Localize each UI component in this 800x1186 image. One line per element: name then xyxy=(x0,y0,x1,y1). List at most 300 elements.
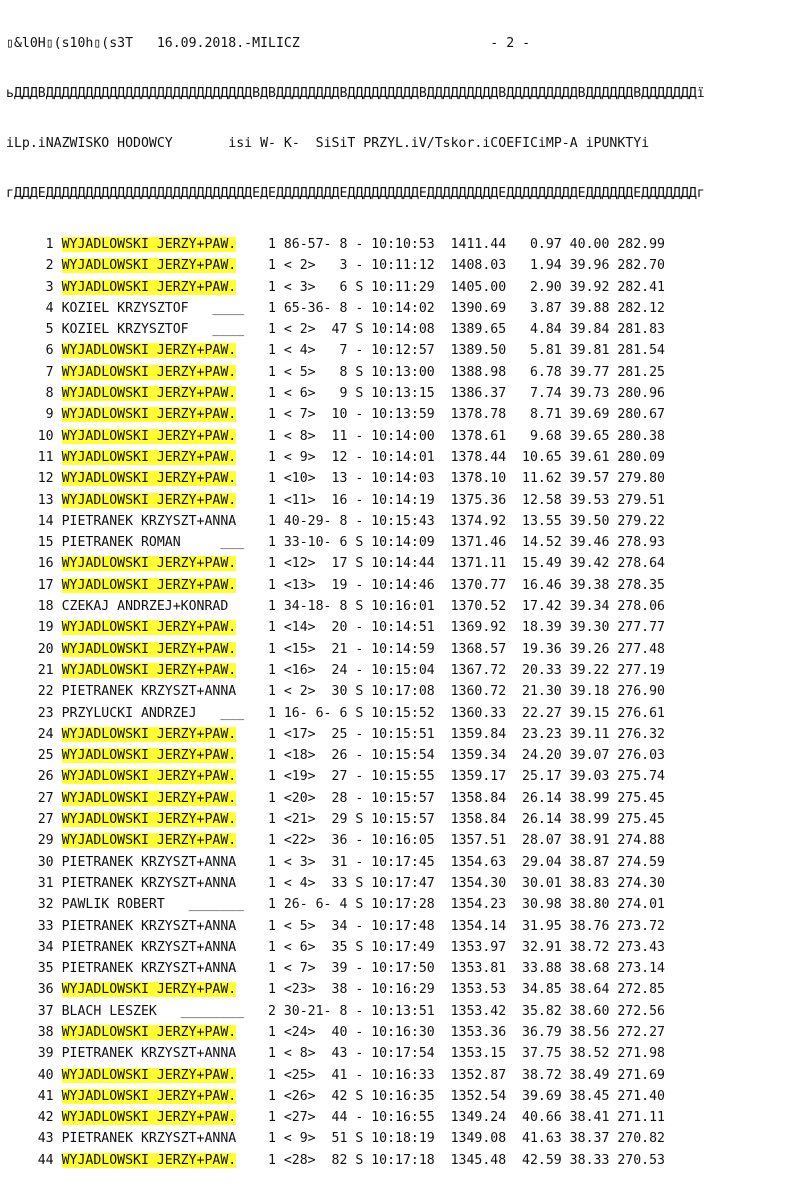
result-values: 2 30-21- 8 - 10:13:51 1353.42 35.82 38.60 272.56 xyxy=(267,1003,665,1019)
result-values: 1 86-57- 8 - 10:10:53 1411.44 0.97 40.00 282.99 xyxy=(267,237,665,252)
breeder-name xyxy=(62,788,268,809)
row-number: 11 xyxy=(37,449,54,465)
result-values: 1 <10> 13 - 10:14:03 1378.10 11.62 39.57 279.80 xyxy=(267,471,665,487)
name-padding xyxy=(236,386,244,401)
spacer xyxy=(54,681,62,702)
breeder-name-text: WYJADLOWSKI JERZY+PAW. xyxy=(61,407,237,423)
row-number: 5 xyxy=(45,322,54,338)
result-values: 1 <28> 82 S 10:17:18 1345.48 42.59 38.33 270.53 xyxy=(267,1152,665,1168)
row-number: 2 xyxy=(45,258,54,274)
breeder-name-text: WYJADLOWSKI JERZY+PAW. xyxy=(61,449,237,465)
name-padding xyxy=(228,599,244,614)
name-padding xyxy=(236,684,244,699)
breeder-name xyxy=(62,234,268,255)
name-padding xyxy=(236,855,244,870)
name-padding xyxy=(244,1004,252,1019)
name-padding xyxy=(236,258,244,273)
breeder-name xyxy=(62,298,268,319)
breeder-name xyxy=(62,1086,268,1107)
row-number: 9 xyxy=(45,407,54,423)
table-row xyxy=(6,255,796,276)
breeder-name-text: WYJADLOWSKI JERZY+PAW. xyxy=(61,1067,237,1083)
row-number: 35 xyxy=(37,961,54,977)
breeder-name-text: PIETRANEK ROMAN ___ xyxy=(61,535,245,551)
result-values: 1 <19> 27 - 10:15:55 1359.17 25.17 39.03 275.74 xyxy=(267,769,665,785)
row-number: 1 xyxy=(45,237,54,252)
breeder-name xyxy=(62,660,268,681)
breeder-name xyxy=(62,617,268,638)
table-row xyxy=(6,1043,796,1064)
spacer xyxy=(54,852,62,873)
result-values: 1 40-29- 8 - 10:15:43 1374.92 13.55 39.50 279.22 xyxy=(267,513,665,529)
table-row xyxy=(6,490,796,511)
name-padding xyxy=(236,748,244,763)
table-row xyxy=(6,1150,796,1171)
breeder-name xyxy=(62,340,268,361)
breeder-name-text: KOZIEL KRZYSZTOF ____ xyxy=(61,322,245,338)
table-row xyxy=(6,703,796,724)
table-row xyxy=(6,1065,796,1086)
breeder-name xyxy=(62,1001,268,1022)
breeder-name-text: WYJADLOWSKI JERZY+PAW. xyxy=(61,471,237,487)
breeder-name-text: WYJADLOWSKI JERZY+PAW. xyxy=(61,641,237,657)
breeder-name xyxy=(62,809,268,830)
breeder-name-text: PIETRANEK KRZYSZT+ANNA xyxy=(61,854,237,870)
result-values: 1 <22> 36 - 10:16:05 1357.51 28.07 38.91 274.88 xyxy=(267,833,665,849)
result-values: 1 <16> 24 - 10:15:04 1367.72 20.33 39.22 277.19 xyxy=(267,662,665,678)
breeder-name-text: WYJADLOWSKI JERZY+PAW. xyxy=(61,1152,237,1168)
breeder-name-text: BLACH LESZEK ________ xyxy=(61,1003,245,1019)
spacer xyxy=(54,894,62,915)
breeder-name-text: WYJADLOWSKI JERZY+PAW. xyxy=(61,982,237,998)
name-padding xyxy=(236,769,244,784)
breeder-name xyxy=(62,447,268,468)
table-row xyxy=(6,830,796,851)
breeder-name-text: CZEKAJ ANDRZEJ+KONRAD xyxy=(61,599,229,615)
spacer xyxy=(54,766,62,787)
breeder-name-text: WYJADLOWSKI JERZY+PAW. xyxy=(61,769,237,785)
spacer xyxy=(54,745,62,766)
spacer xyxy=(54,958,62,979)
row-number: 12 xyxy=(37,471,54,487)
result-values: 1 <13> 19 - 10:14:46 1370.77 16.46 39.38 278.35 xyxy=(267,577,665,593)
spacer xyxy=(54,255,62,276)
breeder-name-text: WYJADLOWSKI JERZY+PAW. xyxy=(61,492,237,508)
spacer xyxy=(54,660,62,681)
table-row xyxy=(6,298,796,319)
row-number: 20 xyxy=(37,641,54,657)
result-values: 1 < 7> 39 - 10:17:50 1353.81 33.88 38.68 273.14 xyxy=(267,961,665,977)
spacer xyxy=(54,703,62,724)
breeder-name-text: PIETRANEK KRZYSZT+ANNA xyxy=(61,1046,237,1062)
table-row xyxy=(6,1107,796,1128)
table-row xyxy=(6,511,796,532)
table-row xyxy=(6,660,796,681)
row-number: 13 xyxy=(37,492,54,508)
breeder-name xyxy=(62,916,268,937)
result-values: 1 <26> 42 S 10:16:35 1352.54 39.69 38.45 271.40 xyxy=(267,1088,665,1104)
spacer xyxy=(54,340,62,361)
table-row xyxy=(6,617,796,638)
spacer xyxy=(54,639,62,660)
spacer xyxy=(54,319,62,340)
spacer xyxy=(54,1128,62,1149)
result-values: 1 <18> 26 - 10:15:54 1359.34 24.20 39.07 276.03 xyxy=(267,748,665,764)
breeder-name-text: PIETRANEK KRZYSZT+ANNA xyxy=(61,513,237,529)
name-padding xyxy=(236,450,244,465)
row-number: 34 xyxy=(37,939,54,955)
spacer xyxy=(54,511,62,532)
breeder-name-text: WYJADLOWSKI JERZY+PAW. xyxy=(61,279,237,295)
breeder-name xyxy=(62,830,268,851)
table-row xyxy=(6,894,796,915)
result-values: 1 < 8> 43 - 10:17:54 1353.15 37.75 38.52 271.98 xyxy=(267,1046,665,1062)
name-padding xyxy=(236,471,244,486)
row-number: 6 xyxy=(45,343,54,359)
breeder-name-text: PAWLIK ROBERT _______ xyxy=(61,897,245,913)
table-row xyxy=(6,766,796,787)
breeder-name-text: WYJADLOWSKI JERZY+PAW. xyxy=(61,748,237,764)
table-row xyxy=(6,319,796,340)
table-row xyxy=(6,426,796,447)
breeder-name-text: PIETRANEK KRZYSZT+ANNA xyxy=(61,939,237,955)
breeder-name xyxy=(62,255,268,276)
name-padding xyxy=(236,514,244,529)
breeder-name-text: WYJADLOWSKI JERZY+PAW. xyxy=(61,1110,237,1126)
table-row xyxy=(6,383,796,404)
breeder-name xyxy=(62,362,268,383)
name-padding xyxy=(236,365,244,380)
name-padding xyxy=(236,1025,244,1040)
result-values: 1 <27> 44 - 10:16:55 1349.24 40.66 38.41 271.11 xyxy=(267,1110,665,1126)
name-padding xyxy=(244,535,252,550)
spacer xyxy=(54,1065,62,1086)
breeder-name xyxy=(62,958,268,979)
table-row xyxy=(6,340,796,361)
breeder-name xyxy=(62,404,268,425)
result-values: 1 <12> 17 S 10:14:44 1371.11 15.49 39.42 278.64 xyxy=(267,556,665,572)
breeder-name-text: WYJADLOWSKI JERZY+PAW. xyxy=(61,790,237,806)
table-row xyxy=(6,916,796,937)
table-row xyxy=(6,362,796,383)
table-row xyxy=(6,852,796,873)
result-values: 1 < 2> 47 S 10:14:08 1389.65 4.84 39.84 281.83 xyxy=(267,322,665,338)
spacer xyxy=(54,553,62,574)
breeder-name-text: WYJADLOWSKI JERZY+PAW. xyxy=(61,364,237,380)
row-number: 32 xyxy=(37,897,54,913)
breeder-name xyxy=(62,873,268,894)
results-table-body xyxy=(6,234,796,1171)
name-padding xyxy=(236,812,244,827)
row-number: 26 xyxy=(37,769,54,785)
spacer xyxy=(54,1043,62,1064)
row-number: 36 xyxy=(37,982,54,998)
spacer xyxy=(54,937,62,958)
breeder-name-text: WYJADLOWSKI JERZY+PAW. xyxy=(61,556,237,572)
breeder-name-text: PIETRANEK KRZYSZT+ANNA xyxy=(61,875,237,891)
table-row xyxy=(6,575,796,596)
breeder-name-text: WYJADLOWSKI JERZY+PAW. xyxy=(61,386,237,402)
name-padding xyxy=(236,982,244,997)
name-padding xyxy=(236,727,244,742)
breeder-name xyxy=(62,1022,268,1043)
table-row xyxy=(6,873,796,894)
result-values: 1 < 3> 6 S 10:11:29 1405.00 2.90 39.92 282.41 xyxy=(267,279,665,295)
breeder-name-text: PIETRANEK KRZYSZT+ANNA xyxy=(61,684,237,700)
row-number: 29 xyxy=(37,833,54,849)
breeder-name-text: WYJADLOWSKI JERZY+PAW. xyxy=(61,833,237,849)
breeder-name-text: PIETRANEK KRZYSZT+ANNA xyxy=(61,1131,237,1147)
result-values: 1 <25> 41 - 10:16:33 1352.87 38.72 38.49 271.69 xyxy=(267,1067,665,1083)
breeder-name-text: WYJADLOWSKI JERZY+PAW. xyxy=(61,620,237,636)
table-row xyxy=(6,958,796,979)
result-values: 1 <24> 40 - 10:16:30 1353.36 36.79 38.56 272.27 xyxy=(267,1024,665,1040)
breeder-name-text: WYJADLOWSKI JERZY+PAW. xyxy=(61,343,237,359)
breeder-name-text: WYJADLOWSKI JERZY+PAW. xyxy=(61,237,237,252)
page-header-line: ▯&l0H▯(s10h▯(s3T 16.09.2018.-MILICZ - 2 - xyxy=(6,36,531,51)
result-values: 1 < 4> 7 - 10:12:57 1389.50 5.81 39.81 281.54 xyxy=(267,343,665,359)
spacer xyxy=(54,1001,62,1022)
breeder-name-text: WYJADLOWSKI JERZY+PAW. xyxy=(61,258,237,274)
table-top-rule: ьДДДВДДДДДДДДДДДДДДДДДДДДДДДДДДВДВДДДДДДДДВДДДДДДДДДВДДДДДДДДДВДДДДДДДДДВДДДДДДВДДДДДДДї xyxy=(6,86,705,101)
breeder-name xyxy=(62,383,268,404)
spacer xyxy=(54,234,62,255)
row-number: 14 xyxy=(37,513,54,529)
spacer xyxy=(54,979,62,1000)
table-row xyxy=(6,447,796,468)
table-row xyxy=(6,277,796,298)
breeder-name xyxy=(62,724,268,745)
spacer xyxy=(54,724,62,745)
spacer xyxy=(54,788,62,809)
breeder-name xyxy=(62,894,268,915)
name-padding xyxy=(244,897,252,912)
name-padding xyxy=(244,706,252,721)
name-padding xyxy=(236,343,244,358)
result-values: 1 < 4> 33 S 10:17:47 1354.30 30.01 38.83 274.30 xyxy=(267,875,665,891)
table-row xyxy=(6,809,796,830)
breeder-name xyxy=(62,937,268,958)
name-padding xyxy=(236,642,244,657)
breeder-name xyxy=(62,553,268,574)
name-padding xyxy=(236,493,244,508)
table-row xyxy=(6,468,796,489)
name-padding xyxy=(236,833,244,848)
breeder-name xyxy=(62,1043,268,1064)
breeder-name-text: WYJADLOWSKI JERZY+PAW. xyxy=(61,726,237,742)
row-number: 3 xyxy=(45,279,54,295)
breeder-name xyxy=(62,490,268,511)
result-values: 1 < 6> 9 S 10:13:15 1386.37 7.74 39.73 280.96 xyxy=(267,386,665,402)
breeder-name-text: WYJADLOWSKI JERZY+PAW. xyxy=(61,662,237,678)
breeder-name xyxy=(62,852,268,873)
result-values: 1 65-36- 8 - 10:14:02 1390.69 3.87 39.88 282.12 xyxy=(267,300,665,316)
row-number: 24 xyxy=(37,726,54,742)
result-values: 1 < 5> 8 S 10:13:00 1388.98 6.78 39.77 281.25 xyxy=(267,364,665,380)
name-padding xyxy=(236,940,244,955)
result-values: 1 < 6> 35 S 10:17:49 1353.97 32.91 38.72 273.43 xyxy=(267,939,665,955)
name-padding xyxy=(236,429,244,444)
name-padding xyxy=(236,791,244,806)
spacer xyxy=(54,383,62,404)
result-values: 1 <23> 38 - 10:16:29 1353.53 34.85 38.64 272.85 xyxy=(267,982,665,998)
breeder-name xyxy=(62,468,268,489)
row-number: 43 xyxy=(37,1131,54,1147)
row-number: 27 xyxy=(37,790,54,806)
row-number: 22 xyxy=(37,684,54,700)
table-row xyxy=(6,404,796,425)
breeder-name xyxy=(62,766,268,787)
result-values: 1 <15> 21 - 10:14:59 1368.57 19.36 39.26 277.48 xyxy=(267,641,665,657)
breeder-name-text: PIETRANEK KRZYSZT+ANNA xyxy=(61,918,237,934)
table-row xyxy=(6,724,796,745)
row-number: 30 xyxy=(37,854,54,870)
breeder-name xyxy=(62,1128,268,1149)
name-padding xyxy=(236,1153,244,1168)
row-number: 19 xyxy=(37,620,54,636)
table-row xyxy=(6,788,796,809)
result-values: 1 < 2> 3 - 10:11:12 1408.03 1.94 39.96 282.70 xyxy=(267,258,665,274)
results-document xyxy=(6,4,796,1186)
name-padding xyxy=(236,1046,244,1061)
spacer xyxy=(54,1022,62,1043)
spacer xyxy=(54,298,62,319)
table-row xyxy=(6,979,796,1000)
row-number: 16 xyxy=(37,556,54,572)
row-number: 10 xyxy=(37,428,54,444)
breeder-name-text: KOZIEL KRZYSZTOF ____ xyxy=(61,300,245,316)
name-padding xyxy=(236,578,244,593)
breeder-name-text: PRZYLUCKI ANDRZEJ ___ xyxy=(61,705,245,721)
spacer xyxy=(54,830,62,851)
table-row xyxy=(6,681,796,702)
name-padding xyxy=(236,556,244,571)
name-padding xyxy=(236,280,244,295)
table-row xyxy=(6,553,796,574)
table-row xyxy=(6,745,796,766)
spacer xyxy=(54,596,62,617)
table-row xyxy=(6,639,796,660)
row-number: 37 xyxy=(37,1003,54,1019)
spacer xyxy=(54,1086,62,1107)
name-padding xyxy=(236,620,244,635)
spacer xyxy=(54,468,62,489)
row-number: 17 xyxy=(37,577,54,593)
name-padding xyxy=(236,663,244,678)
breeder-name xyxy=(62,532,268,553)
table-row xyxy=(6,1128,796,1149)
result-values: 1 < 5> 34 - 10:17:48 1354.14 31.95 38.76 273.72 xyxy=(267,918,665,934)
breeder-name xyxy=(62,979,268,1000)
spacer xyxy=(54,873,62,894)
table-row xyxy=(6,1001,796,1022)
spacer xyxy=(54,617,62,638)
result-values: 1 <14> 20 - 10:14:51 1369.92 18.39 39.30 277.77 xyxy=(267,620,665,636)
breeder-name-text: WYJADLOWSKI JERZY+PAW. xyxy=(61,1088,237,1104)
name-padding xyxy=(236,876,244,891)
table-row xyxy=(6,532,796,553)
breeder-name xyxy=(62,1150,268,1171)
result-values: 1 < 9> 51 S 10:18:19 1349.08 41.63 38.37 270.82 xyxy=(267,1131,665,1147)
spacer xyxy=(54,490,62,511)
result-values: 1 < 2> 30 S 10:17:08 1360.72 21.30 39.18 276.90 xyxy=(267,684,665,700)
spacer xyxy=(54,1150,62,1171)
name-padding xyxy=(236,1089,244,1104)
breeder-name-text: WYJADLOWSKI JERZY+PAW. xyxy=(61,428,237,444)
breeder-name xyxy=(62,745,268,766)
row-number: 4 xyxy=(45,300,54,316)
row-number: 44 xyxy=(37,1152,54,1168)
result-values: 1 <21> 29 S 10:15:57 1358.84 26.14 38.99 275.45 xyxy=(267,812,665,828)
row-number: 39 xyxy=(37,1046,54,1062)
row-number: 21 xyxy=(37,662,54,678)
result-values: 1 < 3> 31 - 10:17:45 1354.63 29.04 38.87 274.59 xyxy=(267,854,665,870)
table-row xyxy=(6,1086,796,1107)
name-padding xyxy=(236,1068,244,1083)
spacer xyxy=(54,362,62,383)
breeder-name-text: PIETRANEK KRZYSZT+ANNA xyxy=(61,961,237,977)
result-values: 1 < 8> 11 - 10:14:00 1378.61 9.68 39.65 280.38 xyxy=(267,428,665,444)
name-padding xyxy=(244,301,252,316)
result-values: 1 33-10- 6 S 10:14:09 1371.46 14.52 39.46 278.93 xyxy=(267,535,665,551)
result-values: 1 26- 6- 4 S 10:17:28 1354.23 30.98 38.80 274.01 xyxy=(267,897,665,913)
table-row xyxy=(6,1022,796,1043)
result-values: 1 <20> 28 - 10:15:57 1358.84 26.14 38.99 275.45 xyxy=(267,790,665,806)
row-number: 23 xyxy=(37,705,54,721)
row-number: 42 xyxy=(37,1110,54,1126)
table-header-rule: гДДДЕДДДДДДДДДДДДДДДДДДДДДДДДДДЕДЕДДДДДДДДЕДДДДДДДДДЕДДДДДДДДДЕДДДДДДДДДЕДДДДДДЕДДДДДДДг xyxy=(6,186,705,201)
row-number: 31 xyxy=(37,875,54,891)
breeder-name xyxy=(62,511,268,532)
name-padding xyxy=(236,237,244,252)
breeder-name-text: WYJADLOWSKI JERZY+PAW. xyxy=(61,577,237,593)
row-number: 38 xyxy=(37,1024,54,1040)
spacer xyxy=(54,916,62,937)
table-row xyxy=(6,234,796,255)
spacer xyxy=(54,426,62,447)
spacer xyxy=(54,809,62,830)
name-padding xyxy=(236,1131,244,1146)
row-number: 27 xyxy=(37,812,54,828)
breeder-name xyxy=(62,575,268,596)
name-padding xyxy=(236,961,244,976)
spacer xyxy=(54,575,62,596)
row-number: 8 xyxy=(45,386,54,402)
spacer xyxy=(54,1107,62,1128)
breeder-name-text: WYJADLOWSKI JERZY+PAW. xyxy=(61,812,237,828)
column-headers: iLp.iNAZWISKO HODOWCY isi W- K- SiSiT PRZYL.iV/Tskor.iCOEFICiMP-A iPUNKTYi xyxy=(6,136,650,151)
breeder-name-text: WYJADLOWSKI JERZY+PAW. xyxy=(61,1024,237,1040)
result-values: 1 < 9> 12 - 10:14:01 1378.44 10.65 39.61 280.09 xyxy=(267,449,665,465)
table-row xyxy=(6,596,796,617)
result-values: 1 34-18- 8 S 10:16:01 1370.52 17.42 39.34 278.06 xyxy=(267,599,665,615)
breeder-name xyxy=(62,681,268,702)
result-values: 1 <11> 16 - 10:14:19 1375.36 12.58 39.53 279.51 xyxy=(267,492,665,508)
result-values: 1 < 7> 10 - 10:13:59 1378.78 8.71 39.69 280.67 xyxy=(267,407,665,423)
table-row xyxy=(6,937,796,958)
result-values: 1 <17> 25 - 10:15:51 1359.84 23.23 39.11 276.32 xyxy=(267,726,665,742)
breeder-name xyxy=(62,277,268,298)
row-number: 18 xyxy=(37,599,54,615)
breeder-name xyxy=(62,426,268,447)
spacer xyxy=(54,277,62,298)
row-number: 7 xyxy=(45,364,54,380)
name-padding xyxy=(236,1110,244,1125)
breeder-name xyxy=(62,1107,268,1128)
breeder-name xyxy=(62,1065,268,1086)
name-padding xyxy=(236,919,244,934)
spacer xyxy=(54,532,62,553)
